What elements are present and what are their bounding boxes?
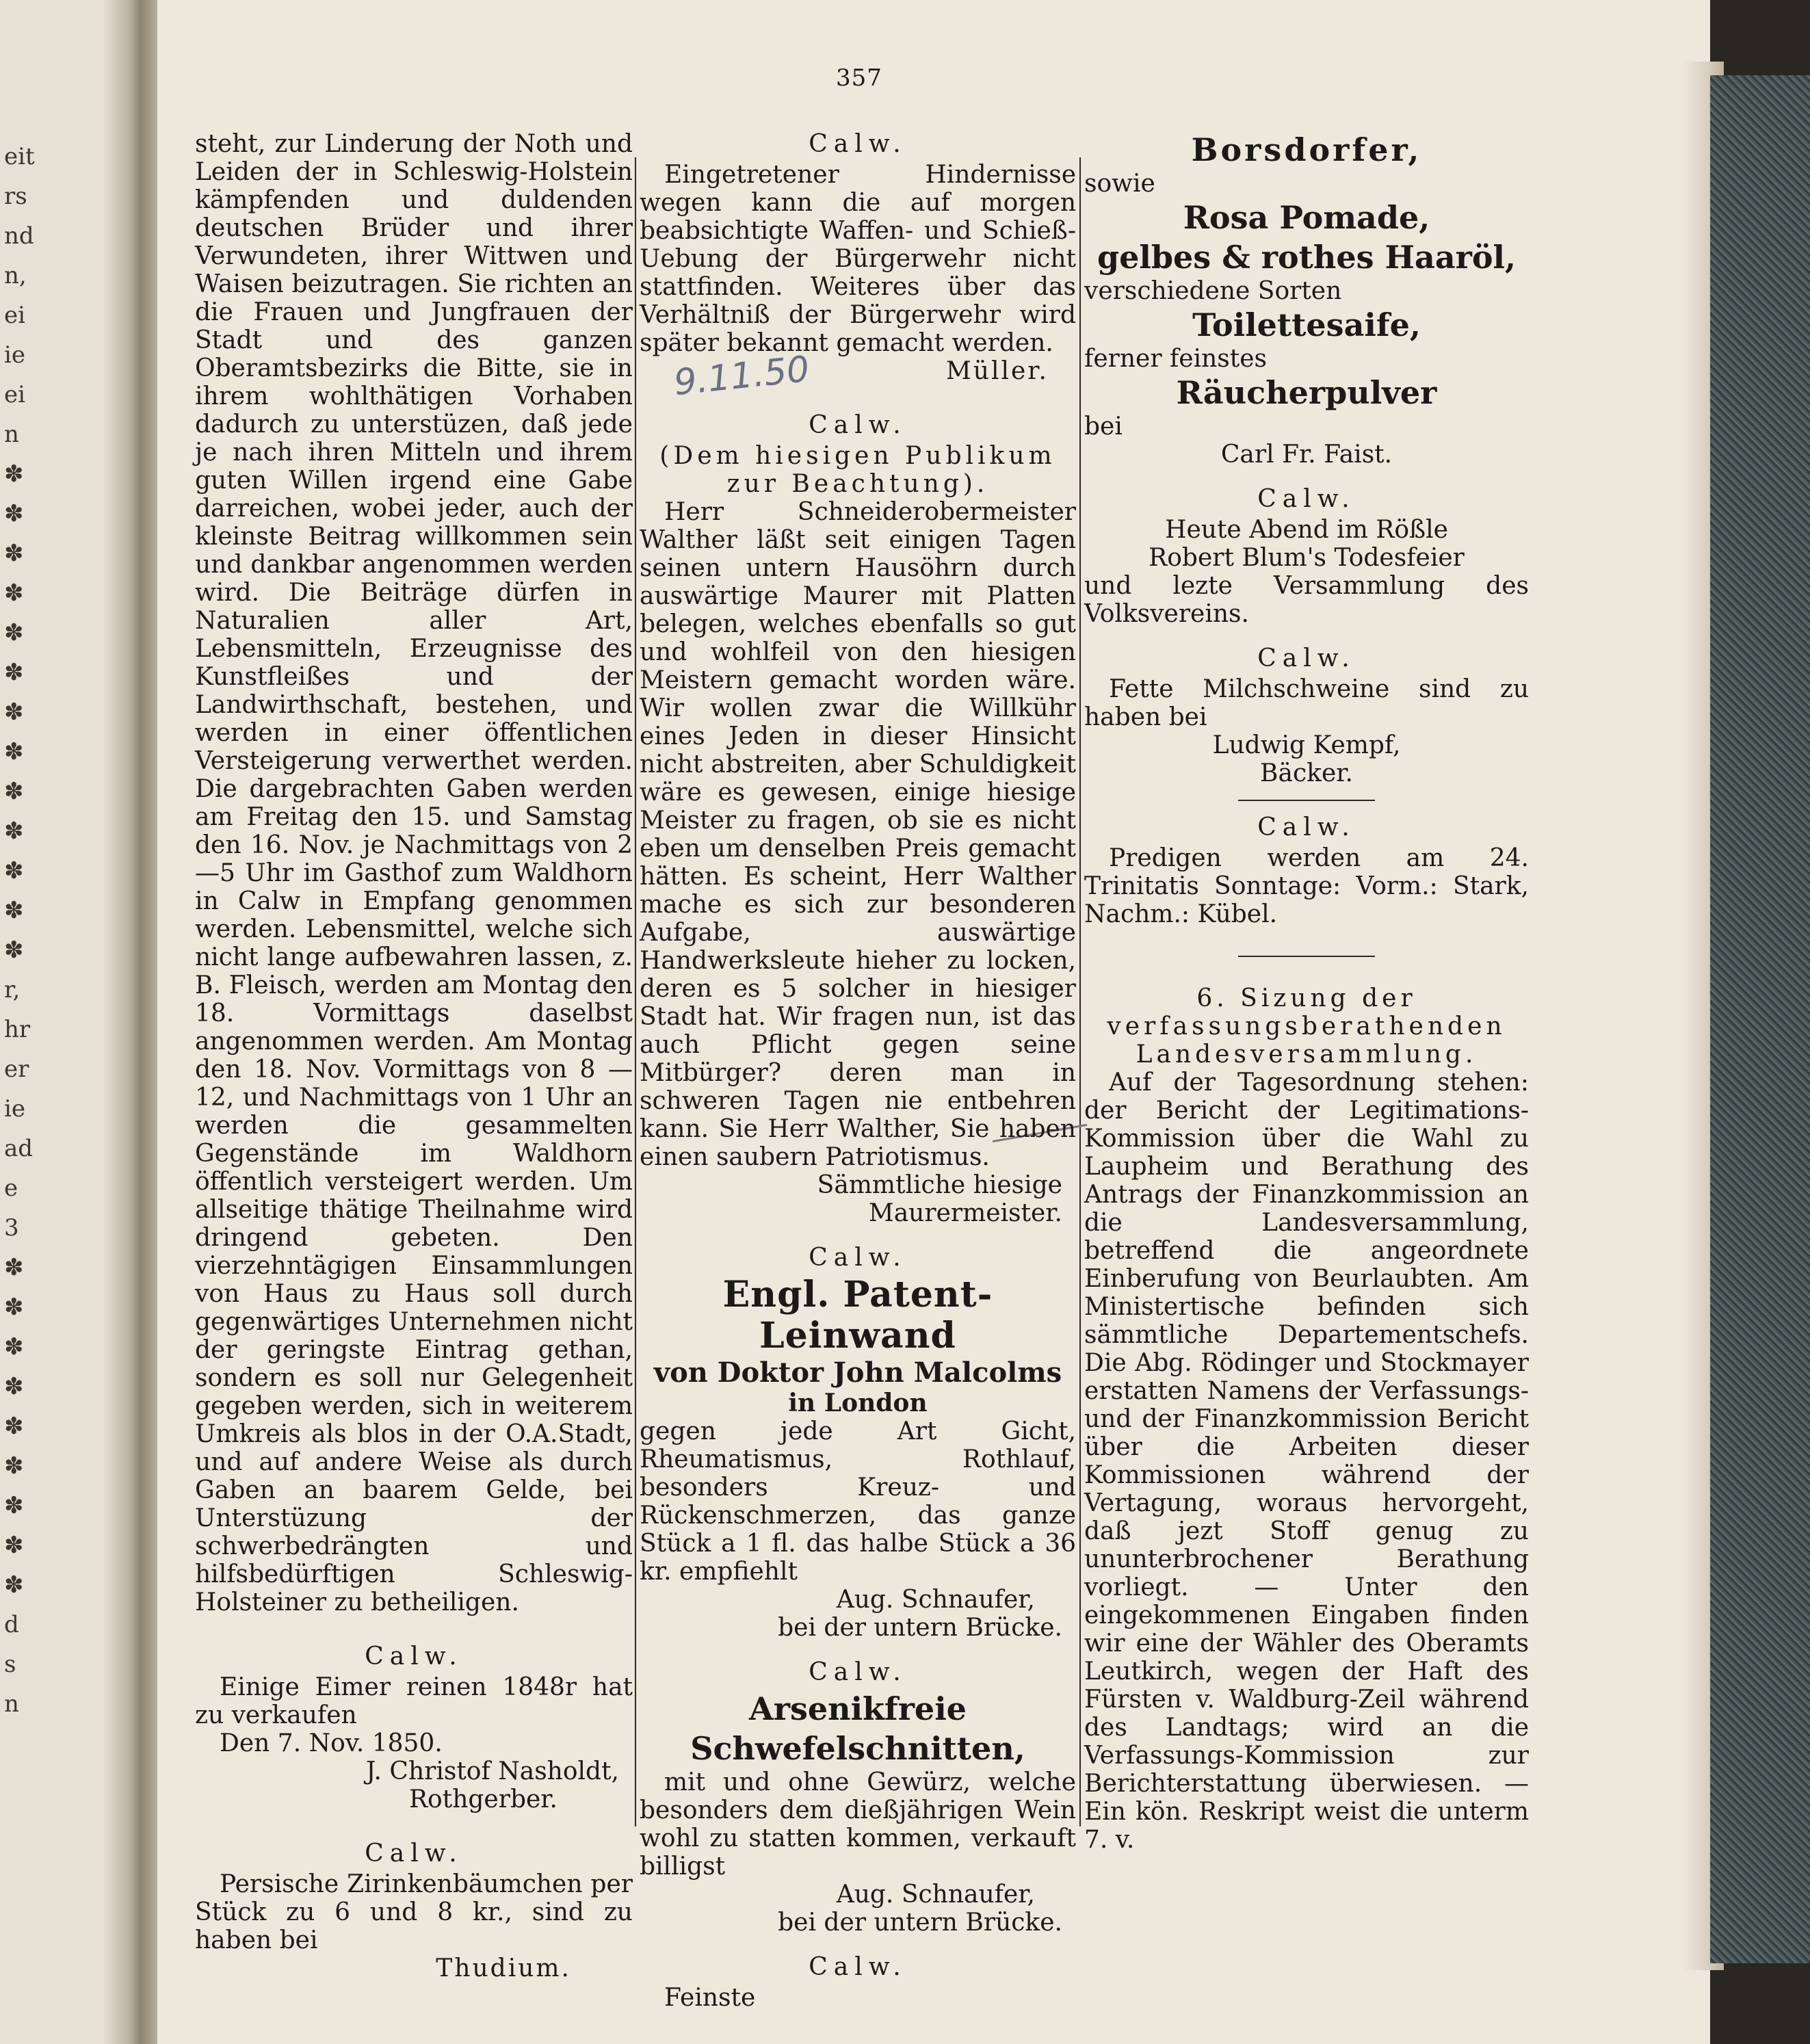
ad-trees: [195, 1839, 633, 1982]
section-divider-2: [1238, 956, 1375, 957]
ad-last: [640, 1953, 1076, 2012]
left-page-edge: [0, 0, 116, 2044]
section-divider-1: [1238, 800, 1375, 801]
ad-goods-name: Carl Fr. Faist.: [1220, 441, 1393, 469]
book-binding: [1710, 75, 1810, 1963]
ad-goods-line5: verschiedene Sorten: [1084, 277, 1342, 305]
column-rule-2: [1079, 157, 1081, 1826]
left-page-fragment: ✽: [4, 817, 24, 845]
ad-pigs-text: Fette Milchschweine sind zu haben bei: [1084, 675, 1529, 731]
notice-blum-line2: Robert Blum's Todesfeier: [1149, 544, 1465, 572]
notice-public-place: Calw.: [809, 411, 907, 439]
ad-wine-text: Einige Eimer reinen 1848r hat zu verkaufen: [195, 1673, 633, 1729]
column-2: [640, 130, 1076, 2012]
ad-matches-place: Calw.: [809, 1658, 907, 1686]
ad-goods-line2: sowie: [1084, 170, 1155, 198]
ad-wine-place: Calw.: [365, 1642, 463, 1670]
notice-public-title: (Dem hiesigen Publikum zur Beachtung).: [659, 442, 1056, 498]
left-page-fragment: e: [4, 1175, 18, 1202]
notice-blum-line1: Heute Abend im Rößle: [1165, 516, 1448, 544]
ad-linen: [640, 1244, 1076, 1642]
left-page-fragment: ✽: [4, 897, 24, 924]
left-page-fragment: ✽: [4, 778, 24, 805]
left-page-fragment: ei: [4, 381, 25, 408]
left-page-fragment: ei: [4, 302, 25, 329]
report-heading: 6. Sizung der verfassungsberathenden Landesversammlung.: [1107, 984, 1506, 1069]
ad-wine-name: J. Christof Nasholdt,: [365, 1757, 619, 1785]
left-page-fragment: ✽: [4, 1532, 24, 1559]
left-page-fragment: ie: [4, 1095, 25, 1123]
ad-linen-title: Engl. Patent-Leinwand: [722, 1274, 993, 1357]
left-page-fragment: ✽: [4, 500, 24, 527]
notice-public-text: Herr Schneiderobermeister Walther läßt seit einigen Tagen seinen untern Hausöhrn durch auswärtige Maurer mit Platten belegen, welches ebenfalls so gut und wohlfeil von den hiesigen Meistern gemacht worden wäre. Wir wollen zwar die Willkühr eines Jeden in dieser Hinsicht nicht abstreiten, aber Schuldigkeit wäre es gewesen, einige hiesige Meister zu fragen, ob sie es nicht eben um denselben Preis gemacht hätten. Es scheint, Herr Walther mache es sich zur besonderen Aufgabe, auswärtige Handwerksleute hieher zu locken, deren es 5 solcher in hiesiger Stadt hat. Wir fragen nun, ist das auch Pflicht gegen seine Mitbürger? deren man in schweren Tagen nie entbehren kann. Sie Herr Walther, Sie haben einen saubern Patriotismus.: [640, 498, 1076, 1171]
left-page-fragment: ✽: [4, 1254, 24, 1281]
left-page-fragment: rs: [4, 183, 27, 210]
ad-matches-address: bei der untern Brücke.: [778, 1909, 1062, 1937]
left-page-fragment: ✽: [4, 1571, 24, 1599]
notice-drill-signature: Müller.: [945, 357, 1049, 385]
notice-public-signature: Sämmtliche hiesige Maurermeister.: [817, 1171, 1062, 1227]
ad-linen-text: gegen jede Art Gicht, Rheumatismus, Rothlauf, besonders Kreuz- und Rückenschmerzen, das ganze Stück a 1 fl. das halbe Stück a 36 kr. empfiehlt: [640, 1417, 1076, 1586]
ad-wine: [195, 1642, 633, 1813]
left-page-fragment: n: [4, 421, 19, 448]
left-page-fragment: ad: [4, 1135, 34, 1162]
ad-linen-address: bei der untern Brücke.: [778, 1614, 1062, 1642]
left-page-fragment: ✽: [4, 460, 24, 488]
ad-trees-name: Thudium.: [436, 1954, 571, 1982]
left-page-fragment: ✽: [4, 1333, 24, 1361]
ad-last-place: Calw.: [809, 1953, 907, 1981]
notice-sermons-place: Calw.: [1257, 813, 1356, 841]
ad-matches-title: Arsenikfreie Schwefelschnitten,: [690, 1690, 1025, 1767]
left-page-fragment: ✽: [4, 1373, 24, 1400]
left-page-fragment: ✽: [4, 1492, 24, 1519]
report-assembly: [1084, 984, 1529, 1854]
column-rule-1: [635, 157, 636, 1826]
ad-goods-line3: Rosa Pomade,: [1183, 199, 1430, 236]
report-text: Auf der Tagesordnung stehen: der Bericht der Legitimations-Kommission über die Wahl zu Laupheim und Berathung des Antrags der Finanzkommission an die Landesversammlung, betreffend die angeordnete Einberufung von Beurlaubten. Am Ministertische befinden sich sämmtliche Departementschefs. Die Abg. Rödinger und Stockmayer erstatten Namens der Verfassungs- und der Finanzkommission Bericht über die Arbeiten dieser Kommissionen während der Vertagung, woraus hervorgeht, daß jezt Stoff genug zu ununterbrochener Berathung vorliegt. — Unter den eingekommenen Eingaben finden wir eine der Wähler des Oberamts Leutkirch, wegen der Haft des Fürsten v. Waldburg-Zeil während des Landtags; wird an die Verfassungs-Kommission zur Berichterstattung überwiesen. — Ein kön. Reskript weist die unterm 7. v.: [1084, 1069, 1529, 1854]
left-page-fragment: ✽: [4, 579, 24, 607]
ad-trees-text: Persische Zirinkenbäumchen per Stück zu 6 und 8 kr., sind zu haben bei: [195, 1870, 633, 1954]
left-page-fragment: n: [4, 1690, 19, 1718]
ad-matches-text: mit und ohne Gewürz, welche besonders dem dießjährigen Wein wohl zu statten kommen, verkauft billigst: [640, 1768, 1076, 1881]
left-page-fragment: ✽: [4, 659, 24, 686]
left-page-fragment: r,: [4, 976, 21, 1004]
ad-goods-line9: bei: [1084, 412, 1123, 441]
notice-blum-line3: und lezte Versammlung des Volksvereins.: [1084, 572, 1529, 628]
left-page-fragment: ✽: [4, 738, 24, 765]
notice-blum: [1084, 485, 1529, 628]
ad-linen-subtitle-1: von Doktor John Malcolms: [653, 1357, 1062, 1389]
column-1: [195, 130, 633, 1982]
ad-wine-date: Den 7. Nov. 1850.: [220, 1729, 443, 1757]
left-page-fragment: nd: [4, 222, 34, 250]
left-page-fragment: ✽: [4, 540, 24, 567]
notice-drill-text: Eingetretener Hindernisse wegen kann die auf morgen beabsichtigte Waffen- und Schieß-Uebung der Bürgerwehr nicht stattfinden. Weiteres über das Verhältniß der Bürgerwehr wird später bekannt gemacht werden.: [640, 161, 1076, 357]
left-page-fragment: ✽: [4, 698, 24, 726]
ad-linen-place: Calw.: [809, 1244, 907, 1272]
left-page-fragment: s: [4, 1651, 16, 1678]
ad-trees-place: Calw.: [365, 1839, 463, 1868]
ad-last-text: Feinste: [664, 1984, 756, 2012]
ad-linen-name: Aug. Schnaufer,: [836, 1586, 1035, 1614]
left-page-fragment: ✽: [4, 1452, 24, 1480]
left-page-fragment: eit: [4, 143, 35, 170]
page-number: 357: [836, 64, 882, 92]
ad-pigs-name: Ludwig Kempf,: [1212, 731, 1401, 759]
notice-public: [640, 411, 1076, 1227]
left-page-fragment: ✽: [4, 857, 24, 885]
left-page-fragment: n,: [4, 262, 27, 289]
left-page-fragment: 3: [4, 1214, 19, 1242]
ad-wine-trade: Rothgerber.: [408, 1785, 558, 1813]
ad-pigs-place: Calw.: [1257, 644, 1356, 672]
ad-goods: [1084, 130, 1529, 469]
left-page-fragment: ✽: [4, 936, 24, 964]
ad-goods-line6: Toilettesaife,: [1192, 306, 1421, 343]
left-page-fragment: er: [4, 1056, 29, 1083]
notice-sermons-text: Predigen werden am 24. Trinitatis Sonntage: Vorm.: Stark, Nachm.: Kübel.: [1084, 844, 1529, 928]
left-page-fragment: d: [4, 1611, 19, 1638]
ad-goods-line1: Borsdorfer,: [1191, 131, 1422, 168]
notice-sermons: [1084, 813, 1529, 928]
ad-goods-line8: Räucherpulver: [1176, 374, 1437, 411]
column-3: [1084, 130, 1529, 1854]
charity-appeal-text: steht, zur Linderung der Noth und Leiden der in Schleswig-Holstein kämpfenden und duldenden deutschen Brüder und ihrer Verwundeten, ihrer Wittwen und Waisen beizutragen. Sie richten an die Frauen und Jungfrauen der Stadt und des ganzen Oberamtsbezirks die Bitte, sie in ihrem wohlthätigen Vorhaben dadurch zu unterstüzen, daß jede je nach ihren Mitteln und ihrem guten Willen irgend eine Gabe darreichen, wobei jeder, auch der kleinste Beitrag willkommen sein und dankbar angenommen werden wird. Die Beiträge dürfen in Naturalien aller Art, Lebensmitteln, Erzeugnisse des Kunstfleißes und der Landwirthschaft, bestehen, und werden in einer öffentlichen Versteigerung verwerthet werden. Die dargebrachten Gaben werden am Freitag den 15. und Samstag den 16. Nov. je Nachmittags von 2—5 Uhr im Gasthof zum Waldhorn in Calw in Empfang genommen werden. Lebensmittel, welche sich nicht lange aufbewahren lassen, z. B. Fleisch, werden am Montag den 18. Vormittags daselbst angenommen werden. Am Montag den 18. Nov. Vormittags von 8 — 12, und Nachmittags von 1 Uhr an werden die gesammelten Gegenstände im Waldhorn öffentlich versteigert werden. Um allseitige thätige Theilnahme wird dringend gebeten. Den vierzehntägigen Einsammlungen von Haus zu Haus soll durch gegenwärtiges Unternehmen nicht der geringste Eintrag gethan, sondern es soll nur Gelegenheit gegeben werden, sich in weiterem Umkreis als blos in der O.A.Stadt, und auf andere Weise als durch Gaben an baarem Gelde, bei Unterstüzung der schwerbedrängten und hilfsbedürftigen Schleswig-Holsteiner zu betheiligen.: [195, 130, 633, 1616]
ad-pigs: [1084, 644, 1529, 787]
notice-blum-place: Calw.: [1257, 485, 1356, 513]
left-page-fragments: [4, 137, 107, 1724]
ad-pigs-trade: Bäcker.: [1260, 759, 1353, 787]
notice-drill: [640, 130, 1076, 385]
left-page-fragment: ie: [4, 341, 25, 369]
left-page-fragment: ✽: [4, 1294, 24, 1321]
left-page-fragment: ✽: [4, 1413, 24, 1440]
ad-matches-name: Aug. Schnaufer,: [836, 1881, 1035, 1909]
ad-goods-line4: gelbes & rothes Haaröl,: [1097, 239, 1517, 276]
handwritten-date-note: 9.11.50: [672, 348, 812, 404]
left-page-fragment: hr: [4, 1016, 31, 1043]
ad-linen-subtitle-2: in London: [788, 1389, 928, 1417]
ad-goods-line7: ferner feinstes: [1084, 345, 1268, 373]
notice-drill-place: Calw.: [809, 130, 907, 158]
left-page-fragment: ✽: [4, 619, 24, 646]
ad-matches: [640, 1658, 1076, 1937]
